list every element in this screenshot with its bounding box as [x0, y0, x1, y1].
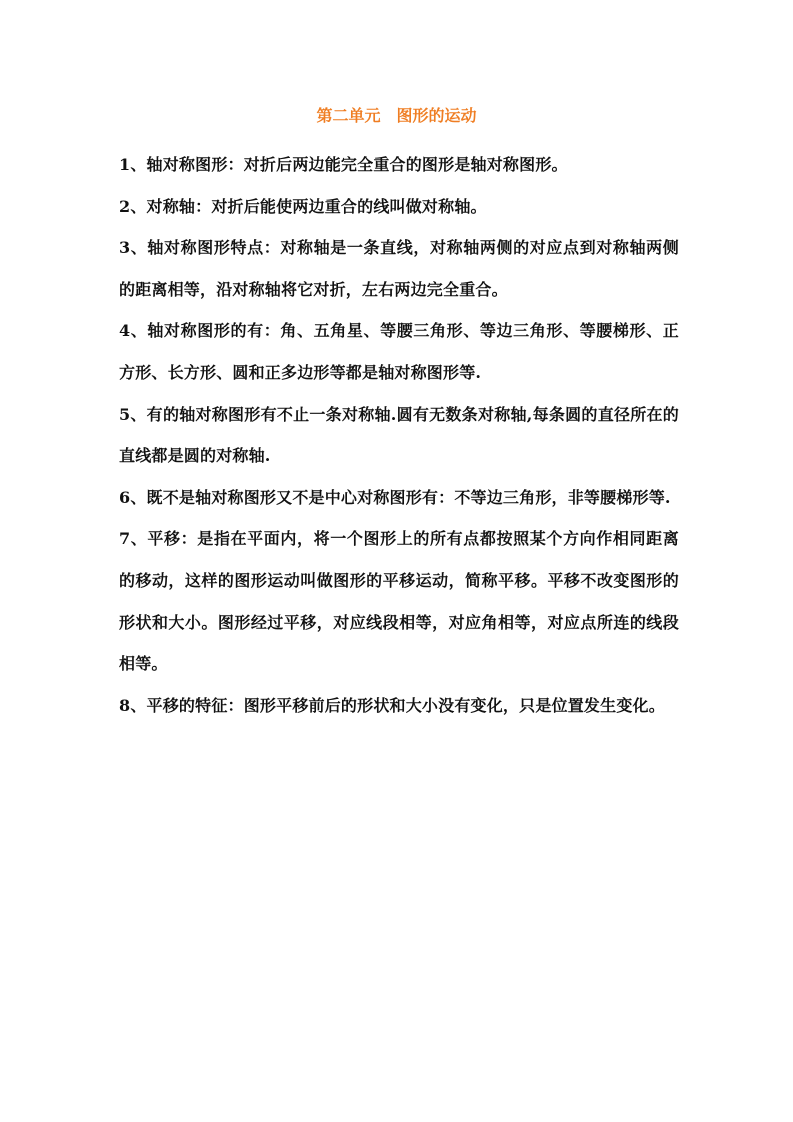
paragraph-4: 4、轴对称图形的有：角、五角星、等腰三角形、等边三角形、等腰梯形、正方形、长方形、圆和正多边形等都是轴对称图形等. — [119, 321, 679, 382]
paragraph-1: 1、轴对称图形：对折后两边能完全重合的图形是轴对称图形。 — [119, 155, 568, 174]
document-body — [119, 144, 679, 726]
paragraph-2: 2、对称轴：对折后能使两边重合的线叫做对称轴。 — [119, 196, 487, 216]
paragraph-6: 6、既不是轴对称图形又不是中心对称图形有：不等边三角形，非等腰梯形等. — [119, 487, 671, 507]
page-title: 第二单元 图形的运动 — [316, 106, 477, 125]
paragraph-8: 8、平移的特征：图形平移前后的形状和大小没有变化，只是位置发生变化。 — [119, 695, 665, 715]
paragraph-3: 3、轴对称图形特点：对称轴是一条直线，对称轴两侧的对应点到对称轴两侧的距离相等，沿对称轴将它对折，左右两边完全重合。 — [119, 238, 679, 299]
paragraph-7: 7、平移：是指在平面内，将一个图形上的所有点都按照某个方向作相同距离的移动，这样的图形运动叫做图形的平移运动，简称平移。平移不改变图形的形状和大小。图形经过平移，对应线段相等，对应角相等，对应点所连的线段相等。 — [119, 529, 679, 674]
paragraph-5: 5、有的轴对称图形有不止一条对称轴.圆有无数条对称轴,每条圆的直径所在的直线都是圆的对称轴. — [119, 404, 679, 466]
